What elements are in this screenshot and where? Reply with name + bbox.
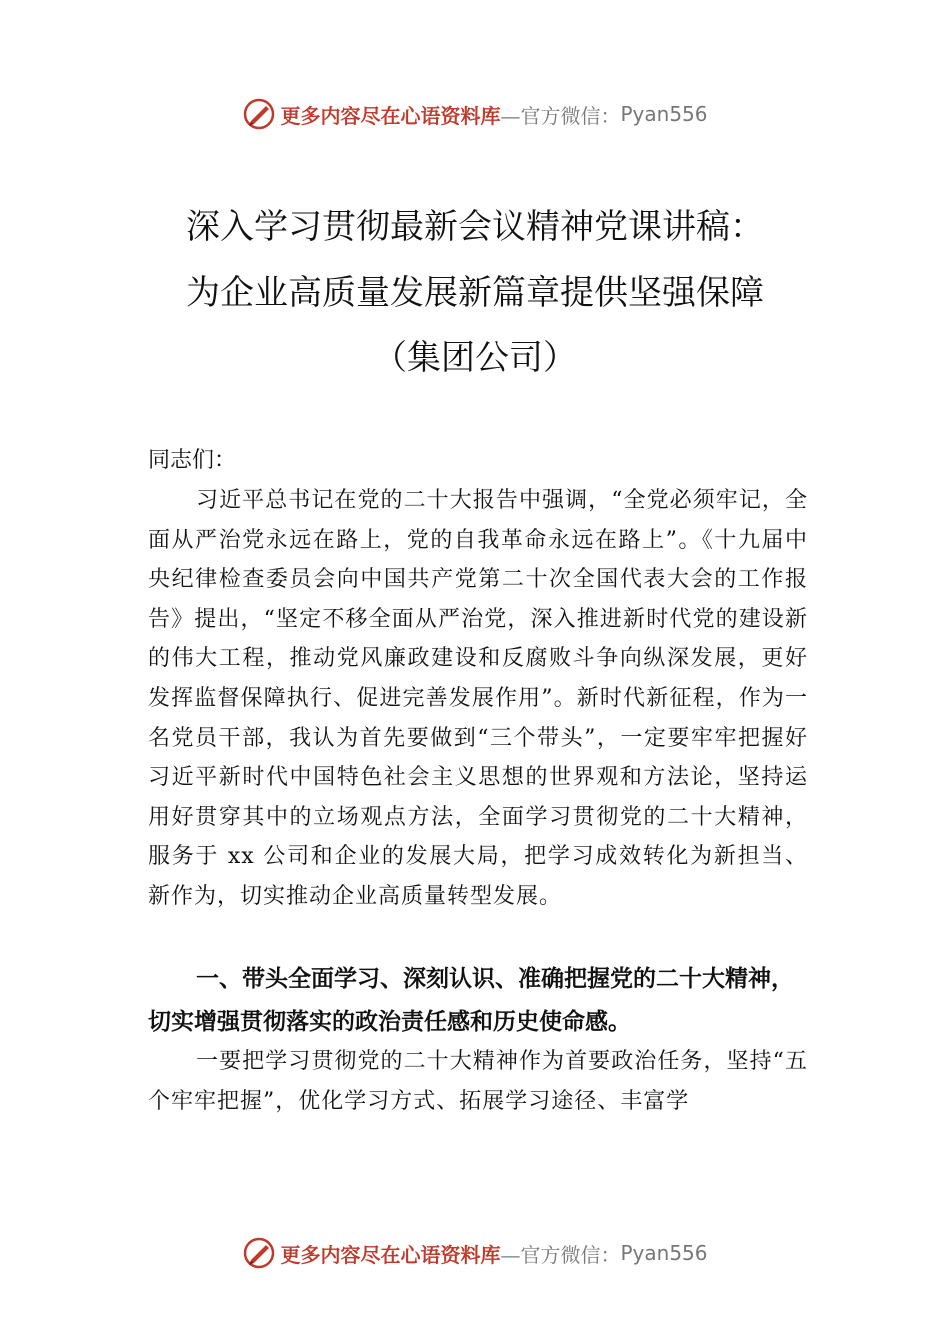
watermark-gray-text: —官方微信： <box>500 103 621 128</box>
watermark-wechat-id: Pyan556 <box>620 102 708 126</box>
watermark-header <box>0 94 950 134</box>
watermark-red-text: 更多内容尽在心语资料库 <box>280 1242 501 1267</box>
watermark-wechat-id: Pyan556 <box>620 1241 708 1265</box>
watermark-footer <box>0 1233 950 1273</box>
paragraph-2: 一要把学习贯彻党的二十大精神作为首要政治任务，坚持“五个牢牢把握”，优化学习方式、拓展学习途径、丰富学 <box>148 1049 808 1114</box>
pen-logo-icon <box>242 1236 276 1270</box>
watermark-red-text: 更多内容尽在心语资料库 <box>280 103 501 128</box>
pen-logo-icon <box>242 97 276 131</box>
section-heading-1: 一、带头全面学习、深刻认识、准确把握党的二十大精神，切实增强贯彻落实的政治责任感和历史使命感。 <box>148 966 794 1035</box>
paragraph-1: 习近平总书记在党的二十大报告中强调，“全党必须牢记，全面从严治党永远在路上，党的自我革命永远在路上”。《十九届中央纪律检查委员会向中国共产党第二十次全国代表大会的工作报告》提出，“坚定不移全面从严治党，深入推进新时代党的建设新的伟大工程，推动党风廉政建设和反腐败斗争向纵深发展，更好发挥监督保障执行、促进完善发展作用”。新时代新征程，作为一名党员干部，我认为首先要做到“三个带头”，一定要牢牢把握好习近平新时代中国特色社会主义思想的世界观和方法论，坚持运用好贯穿其中的立场观点方法，全面学习贯彻党的二十大精神，服务于 xx 公司和企业的发展大局，把学习成效转化为新担当、新作为，切实推动企业高质量转型发展。 <box>148 488 808 909</box>
title-line-1: 深入学习贯彻最新会议精神党课讲稿： <box>186 207 764 247</box>
salutation: 同志们： <box>148 448 237 473</box>
watermark-gray-text: —官方微信： <box>500 1242 621 1267</box>
title-line-3: （集团公司） <box>373 338 577 378</box>
title-line-2: 为企业高质量发展新篇章提供坚强保障 <box>186 273 764 313</box>
